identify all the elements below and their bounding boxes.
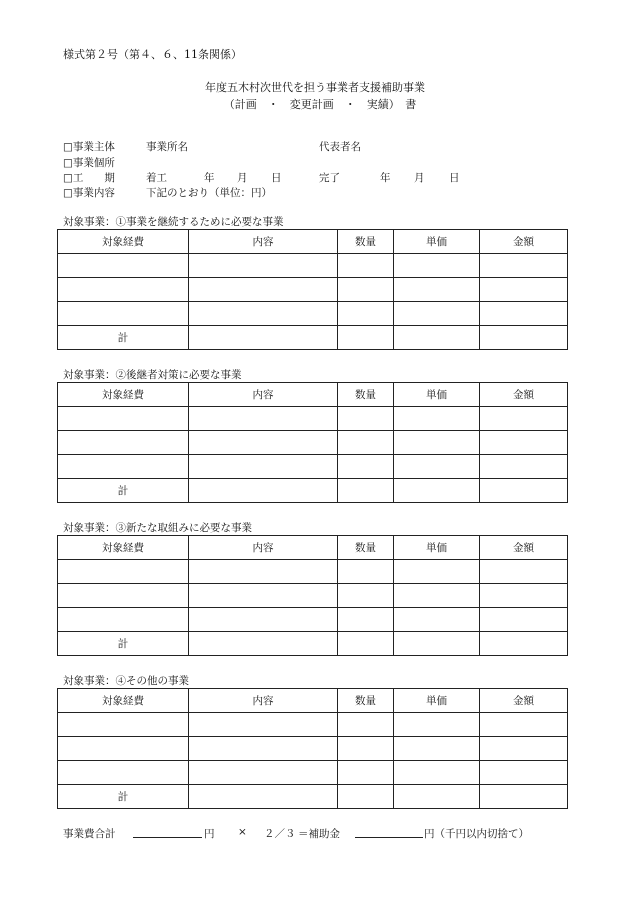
expense-table-4 — [57, 688, 568, 809]
table-row — [58, 737, 568, 761]
table-header-row — [58, 383, 568, 407]
total-label: 計 — [58, 479, 189, 503]
subsidy-amount-blank — [355, 826, 423, 841]
header-content: 内容 — [189, 383, 338, 407]
total-label: 計 — [58, 785, 189, 809]
header-expense: 対象経費 — [58, 689, 189, 713]
table-row — [58, 713, 568, 737]
representative-label: 代表者名 — [319, 141, 361, 153]
footer-times: × — [238, 826, 247, 838]
header-unit-price: 単価 — [394, 536, 480, 560]
document-subtitle: （計画 ・ 変更計画 ・ 実績） 書 — [223, 98, 417, 111]
header-unit-price: 単価 — [394, 689, 480, 713]
content-label: □事業内容 — [63, 187, 115, 199]
total-label: 計 — [58, 632, 189, 656]
total-row — [58, 785, 568, 809]
total-amount-blank — [133, 826, 202, 841]
header-amount: 金額 — [480, 536, 568, 560]
expense-table-1 — [57, 229, 568, 350]
table-row — [58, 407, 568, 431]
start-day-label: 日 — [271, 172, 282, 184]
table-row — [58, 254, 568, 278]
header-quantity: 数量 — [338, 536, 394, 560]
section-title-3: 対象事業：③新たな取組みに必要な事業 — [63, 522, 252, 534]
expense-table-2 — [57, 382, 568, 503]
table-row — [58, 455, 568, 479]
total-row — [58, 632, 568, 656]
table-row — [58, 608, 568, 632]
table-row — [58, 302, 568, 326]
header-content: 内容 — [189, 536, 338, 560]
header-expense: 対象経費 — [58, 536, 189, 560]
table-row — [58, 431, 568, 455]
document-title: 年度五木村次世代を担う事業者支援補助事業 — [205, 81, 425, 94]
footer-total-label: 事業費合計 — [63, 828, 116, 840]
end-month-label: 月 — [414, 172, 425, 184]
end-day-label: 日 — [449, 172, 460, 184]
table-header-row — [58, 689, 568, 713]
section-title-2: 対象事業：②後継者対策に必要な事業 — [63, 369, 242, 381]
header-expense: 対象経費 — [58, 230, 189, 254]
header-unit-price: 単価 — [394, 230, 480, 254]
footer-yen-1: 円 — [204, 828, 215, 840]
end-year-label: 年 — [380, 172, 391, 184]
start-month-label: 月 — [237, 172, 248, 184]
header-quantity: 数量 — [338, 383, 394, 407]
period-label: □工 期 — [63, 172, 115, 184]
end-label: 完了 — [319, 172, 340, 184]
table-row — [58, 584, 568, 608]
expense-table-3 — [57, 535, 568, 656]
content-value: 下記のとおり（単位：円） — [146, 187, 272, 199]
table-header-row — [58, 536, 568, 560]
total-label: 計 — [58, 326, 189, 350]
footer-subsidy-label: ＝補助金 — [298, 828, 340, 840]
start-label: 着工 — [146, 172, 167, 184]
footer-ratio: ２／３ — [264, 828, 296, 840]
location-label: □事業個所 — [63, 157, 115, 169]
office-name-label: 事業所名 — [146, 141, 188, 153]
header-content: 内容 — [189, 689, 338, 713]
total-row — [58, 326, 568, 350]
header-expense: 対象経費 — [58, 383, 189, 407]
total-row — [58, 479, 568, 503]
footer-yen-2: 円（千円以内切捨て） — [424, 828, 529, 840]
section-title-1: 対象事業：①事業を継続するために必要な事業 — [63, 216, 284, 228]
form-number: 様式第２号（第４、６、11条関係） — [63, 48, 242, 61]
header-amount: 金額 — [480, 230, 568, 254]
section-title-4: 対象事業：④その他の事業 — [63, 675, 189, 687]
header-amount: 金額 — [480, 383, 568, 407]
table-header-row — [58, 230, 568, 254]
header-quantity: 数量 — [338, 689, 394, 713]
table-row — [58, 278, 568, 302]
header-amount: 金額 — [480, 689, 568, 713]
table-row — [58, 560, 568, 584]
table-row — [58, 761, 568, 785]
header-unit-price: 単価 — [394, 383, 480, 407]
start-year-label: 年 — [204, 172, 215, 184]
header-quantity: 数量 — [338, 230, 394, 254]
header-content: 内容 — [189, 230, 338, 254]
entity-label: □事業主体 — [63, 141, 115, 153]
